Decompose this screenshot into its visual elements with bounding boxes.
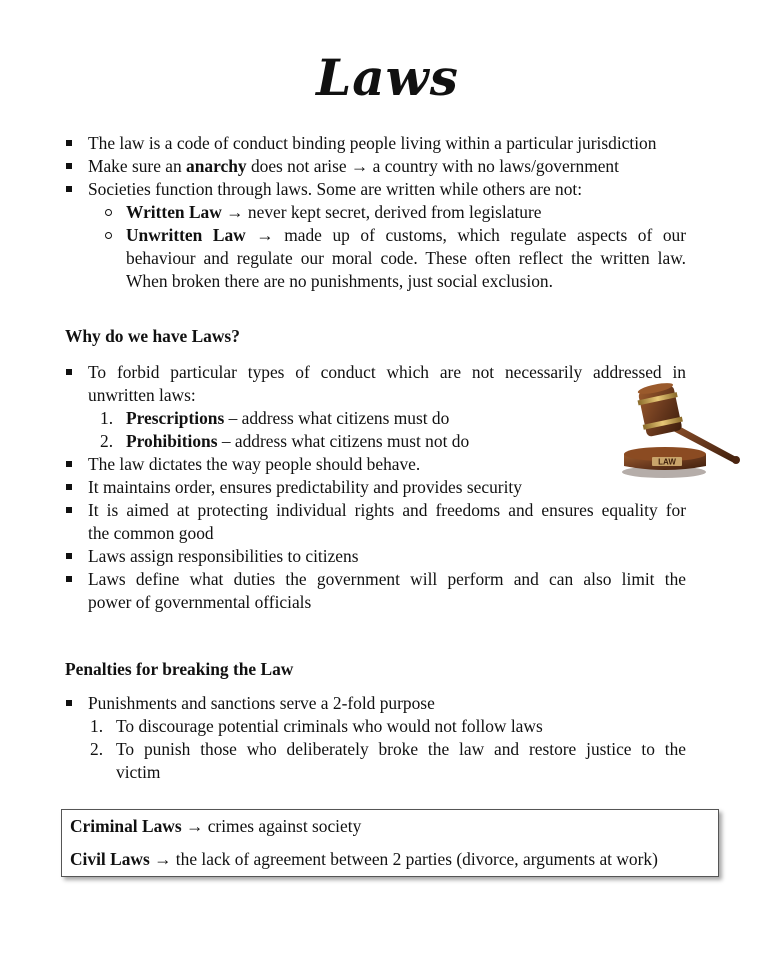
list-number: 1.	[90, 716, 104, 736]
bullet-responsibilities: Laws assign responsibilities to citizens	[88, 546, 359, 566]
unwritten-law-line-2: behaviour and regulate our moral code. These often reflect the written law.	[126, 248, 686, 268]
bullet-government-duties: Laws define what duties the government will perform and can also limit the	[88, 569, 686, 589]
bold-term: Unwritten Law	[126, 225, 246, 245]
forbid-conduct-line-2: unwritten laws:	[88, 385, 196, 405]
list-item-discourage: To discourage potential criminals who would not follow laws	[116, 716, 543, 736]
bold-term: Prescriptions	[126, 408, 225, 428]
bullet-punishments: Punishments and sanctions serve a 2-fold purpose	[88, 693, 435, 713]
punish-line-2: victim	[116, 762, 161, 782]
bullet-maintains-order: It maintains order, ensures predictability and provides security	[88, 477, 522, 497]
bullet-law-definition: The law is a code of conduct binding people living within a particular jurisdiction	[88, 133, 657, 153]
text: – address what citizens must not do	[217, 431, 470, 451]
criminal-laws-row	[70, 815, 361, 838]
bullet-individual-rights: It is aimed at protecting individual rights and freedoms and ensures equality for	[88, 500, 686, 520]
bullet-dictates-behaviour: The law dictates the way people should behave.	[88, 454, 421, 474]
text: → made up of customs, which regulate aspects of our	[245, 225, 686, 245]
text: Make sure an	[88, 156, 187, 176]
bold-term: Prohibitions	[126, 431, 218, 451]
gavel-icon	[620, 382, 742, 478]
bullet-societies: Societies function through laws. Some are written while others are not:	[88, 179, 583, 199]
bullet-anarchy	[88, 155, 619, 178]
bold-term: Written Law	[126, 202, 222, 222]
bold-term: Criminal Laws	[70, 816, 182, 836]
text: → the lack of agreement between 2 parties (divorce, arguments at work)	[149, 849, 658, 869]
list-item-prohibitions	[126, 430, 469, 453]
sub-bullet-written-law	[126, 201, 541, 224]
list-item-prescriptions	[126, 407, 449, 430]
text: does not arise → a country with no laws/government	[246, 156, 619, 176]
section-heading-why: Why do we have Laws?	[65, 326, 240, 346]
list-number: 1.	[100, 408, 114, 428]
page-title: Laws	[316, 48, 459, 107]
summary-box	[61, 809, 719, 877]
bold-term: anarchy	[186, 156, 247, 176]
government-duties-line-2: power of governmental officials	[88, 592, 312, 612]
list-number: 2.	[100, 431, 114, 451]
sub-bullet-unwritten-law	[126, 224, 686, 247]
text: → never kept secret, derived from legislature	[221, 202, 542, 222]
bullet-forbid-conduct: To forbid particular types of conduct which are not necessarily addressed in	[88, 362, 686, 382]
civil-laws-row	[70, 848, 658, 871]
text: – address what citizens must do	[224, 408, 450, 428]
list-item-punish: To punish those who deliberately broke the law and restore justice to the	[116, 739, 686, 759]
section-heading-penalties: Penalties for breaking the Law	[65, 659, 294, 679]
individual-rights-line-2: the common good	[88, 523, 214, 543]
unwritten-law-line-3: When broken there are no punishments, just social exclusion.	[126, 271, 553, 291]
text: → crimes against society	[181, 816, 362, 836]
list-number: 2.	[90, 739, 104, 759]
gavel-label: LAW	[658, 457, 676, 467]
bold-term: Civil Laws	[70, 849, 150, 869]
